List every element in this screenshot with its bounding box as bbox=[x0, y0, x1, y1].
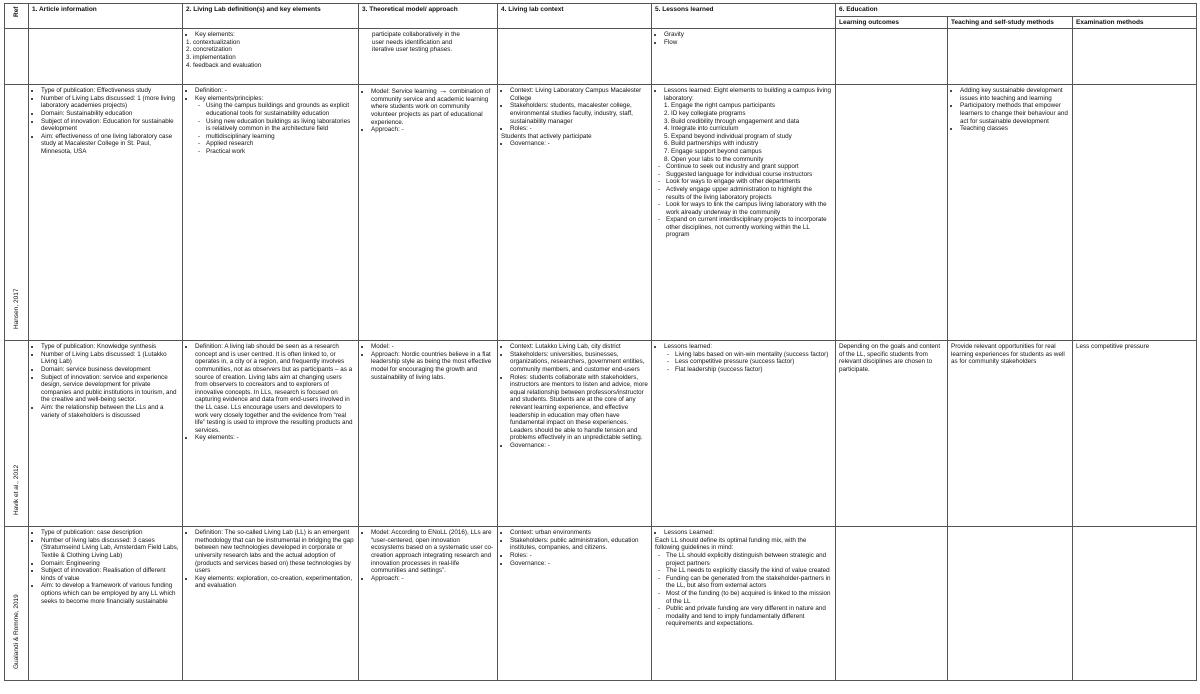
context-cell bbox=[498, 341, 652, 527]
col-header-living-lab-definitions: 2. Living Lab definition(s) and key elements bbox=[183, 4, 359, 29]
list-item: • Lessons Learned: bbox=[664, 529, 832, 537]
article-info-list bbox=[32, 87, 179, 155]
list-item: • Participatory methods that empower learners to change their behaviour and act for sustainable development bbox=[960, 102, 1069, 125]
list-item: - Applied research bbox=[206, 140, 355, 148]
list-item: - Actively engage upper administration to highlight the results of the living laboratory projects bbox=[666, 186, 832, 201]
key-elements-list bbox=[195, 102, 355, 155]
list-item: • Type of publication: Effectiveness study bbox=[41, 87, 179, 95]
numbered-lessons bbox=[655, 102, 832, 163]
teaching-methods-cell bbox=[948, 527, 1073, 681]
context-cell bbox=[498, 29, 652, 85]
list-item: • Stakeholders: public administration, education institutes, companies, and citizens. bbox=[510, 537, 648, 552]
list-item: - multidisciplinary learning bbox=[206, 133, 355, 141]
roles-text: Students that actively participate bbox=[501, 132, 592, 140]
list-item: • Number of Living Labs discussed: 1 (Lutakko Living Lab) bbox=[41, 351, 179, 366]
list-item: • Aim: to develop a framework of various funding options which can be employed by any LL which seeks to become more financially sustainable bbox=[41, 582, 179, 605]
governance-list bbox=[501, 140, 648, 148]
list-item: - Using the campus buildings and grounds as explicit educational tools for sustainability education bbox=[206, 102, 355, 117]
key-elements-list bbox=[186, 31, 355, 39]
examination-methods-cell: Less competitive pressure bbox=[1073, 341, 1197, 527]
teaching-methods-cell: Provide relevant opportunities for real learning experiences for students as well as for community stakeholders bbox=[948, 341, 1073, 527]
lessons-dash-list bbox=[655, 552, 832, 628]
model-list bbox=[362, 343, 494, 381]
lessons-cell bbox=[652, 29, 836, 85]
list-item: • Context: Living Laboratory Campus Macalester College bbox=[510, 87, 648, 102]
theoretical-model-cell bbox=[359, 341, 498, 527]
definition-list bbox=[186, 529, 355, 590]
list-item bbox=[664, 343, 832, 373]
list-item: • Governance: - bbox=[510, 140, 648, 148]
list-item: 7. Engage support beyond campus bbox=[664, 147, 762, 155]
list-item: • Domain: Sustainability education bbox=[41, 110, 179, 118]
list-item: • Subject of innovation: Education for sustainable development bbox=[41, 118, 179, 133]
ref-header-label: Ref bbox=[12, 6, 20, 17]
list-item: • Aim: effectiveness of one living laboratory case study at Macalester College in St. Paul, Minnesota, USA bbox=[41, 133, 179, 156]
list-item: • Aim: the relationship between the LLs and a variety of stakeholders is discussed bbox=[41, 404, 179, 419]
list-item: • Definition: The so-called Living Lab (LL) is an emergent methodology that can be instrumental in bridging the gap between new technologies developed in corporate or university research labs and the actual adoption of (products and services based on) these technologies by users bbox=[195, 529, 355, 575]
context-list bbox=[501, 529, 648, 567]
definition-list bbox=[186, 343, 355, 442]
learning-outcomes-cell bbox=[836, 85, 948, 341]
list-item: • Stakeholders: students, macalester college, environmental studies faculty, industry, staff, sustainability manager bbox=[510, 102, 648, 125]
list-item: • Flow bbox=[664, 39, 832, 47]
lessons-cell bbox=[652, 527, 836, 681]
lessons-list bbox=[655, 87, 832, 102]
list-item: • Key elements: exploration, co-creation, experimentation, and evaluation bbox=[195, 575, 355, 590]
list-item: • Key elements: bbox=[195, 31, 355, 39]
list-item: - Most of the funding (to be) acquired is linked to the mission of the LL bbox=[666, 590, 832, 605]
key-elements-label: Key elements/principles: bbox=[195, 94, 264, 102]
list-item: • Domain: Engineering bbox=[41, 560, 179, 568]
ref-label: Havik et al., 2012 bbox=[12, 464, 20, 515]
list-item: - Using new education buildings as living laboratories is relatively common in the architecture field bbox=[206, 118, 355, 133]
subheader-teaching-methods: Teaching and self-study methods bbox=[948, 16, 1073, 29]
list-item: 8. Open your labs to the community bbox=[664, 155, 764, 163]
list-item: • Gravity bbox=[664, 31, 832, 39]
text-line: iterative user testing phases. bbox=[372, 46, 453, 54]
list-item: - Funding can be generated from the stakeholder-partners in the LL, but also from external actors bbox=[666, 575, 832, 590]
subheader-learning-outcomes: Learning outcomes bbox=[836, 16, 948, 29]
col-header-theoretical-model: 3. Theoretical model/ approach bbox=[359, 4, 498, 29]
lessons-intro-text: Each LL should define its optimal funding mix, with the following guidelines in mind: bbox=[655, 536, 807, 552]
col-header-education: 6. Education bbox=[836, 4, 1197, 17]
context-cell bbox=[498, 85, 652, 341]
ref-cell bbox=[5, 85, 29, 341]
header-row bbox=[5, 4, 1197, 17]
ref-label: Gualandi & Romme, 2019 bbox=[12, 593, 20, 669]
learning-outcomes-cell bbox=[836, 29, 948, 85]
subheader-examination-methods: Examination methods bbox=[1073, 16, 1197, 29]
text-line: participate collaboratively in the bbox=[372, 31, 460, 39]
list-item: 2. ID key collegiate programs bbox=[664, 109, 746, 117]
list-item: - Look for ways to link the campus living laboratory with the work already underway in the community bbox=[666, 201, 832, 216]
article-info-cell bbox=[29, 29, 183, 85]
list-item: • Roles: students collaborate with stakeholders, instructors are mentors to listen and advice, more equal relationship between professors/instructor and students. Students are at the core of any relevant learning experience, and effective leadership in education may often have fundamental impact on these experiences. Leaders should be able to handle tension and problems effectively in an unpredictable setting. bbox=[510, 374, 648, 442]
lessons-list bbox=[655, 343, 832, 373]
list-item: - Look for ways to engage with other departments bbox=[666, 178, 832, 186]
list-item: 2. concretization bbox=[186, 46, 232, 54]
list-item: • Context: urban environments bbox=[510, 529, 648, 537]
ref-header bbox=[5, 4, 29, 29]
theoretical-model-cell bbox=[359, 527, 498, 681]
list-item: • Number of living labs discussed: 3 cases (Stratumseind Living Lab, Amsterdam Field Labs, Textile & Clothing Living Lab) bbox=[41, 537, 179, 560]
list-item: • Governance: - bbox=[510, 442, 648, 450]
list-item: 1. Engage the right campus participants bbox=[664, 102, 775, 110]
list-item: • Definition: - bbox=[195, 87, 355, 95]
list-item: • Subject of innovation: service and experience design, service development for private companies and public institutions in tourism, and the creative and well-being sector. bbox=[41, 374, 179, 404]
teaching-methods-list bbox=[951, 87, 1069, 133]
col-header-article-information: 1. Article information bbox=[29, 4, 183, 29]
text-line: user needs identification and bbox=[372, 38, 453, 46]
list-item: • Roles: - bbox=[510, 125, 648, 133]
document-table-wrapper bbox=[4, 3, 1196, 691]
context-list bbox=[501, 87, 648, 133]
list-item: • Model: - bbox=[371, 343, 494, 351]
definition-list bbox=[186, 87, 355, 155]
teaching-methods-cell bbox=[948, 85, 1073, 341]
list-item: • Subject of innovation: Realisation of different kinds of value bbox=[41, 567, 179, 582]
list-item: • Lessons learned: Eight elements to building a campus living laboratory: bbox=[664, 87, 832, 102]
ref-label: Hansen, 2017 bbox=[12, 288, 20, 329]
list-item: • Context: Lutakko Living Lab, city district bbox=[510, 343, 648, 351]
list-item: • Approach: Nordic countries believe in a flat leadership style as being the most effective model for encouraging the growth and sustainability of living labs. bbox=[371, 351, 494, 381]
article-info-list bbox=[32, 343, 179, 419]
model-list bbox=[362, 529, 494, 582]
definition-cell bbox=[183, 85, 359, 341]
list-item: • Domain: service business development bbox=[41, 366, 179, 374]
list-item: • Approach: - bbox=[371, 126, 494, 134]
list-item: • Stakeholders: universities, businesses, organizations, researchers, government entities, community members, and customer end-users bbox=[510, 351, 648, 374]
list-item: • Type of publication: case description bbox=[41, 529, 179, 537]
ref-cell bbox=[5, 341, 29, 527]
list-item: • Definition: A living lab should be seen as a research concept and is user centred. It is often linked to, or operates in, a city or a region, and frequently involves communities, not as observers but as participants – as a source of creation. Living labs aim at changing users from observers to cocreators and to explorers of innovative concepts. In LLs, research is focused on capturing evidence and data from end-users involved in the LL case. LLs encourage users and developers to work very closely together and the evidence from “real life” testing is used to improve the resulting products and services. bbox=[195, 343, 355, 434]
definition-cell bbox=[183, 29, 359, 85]
list-item: 1. contextualization bbox=[186, 38, 240, 46]
definition-cell bbox=[183, 341, 359, 527]
examination-methods-cell bbox=[1073, 29, 1197, 85]
list-item: • Adding key sustainable development issues into teaching and learning bbox=[960, 87, 1069, 102]
model-text: combination of community service and academic learning where students work on community volunteer projects as part of educational experience. bbox=[371, 88, 491, 126]
list-item: 3. implementation bbox=[186, 53, 236, 61]
list-item bbox=[371, 87, 494, 126]
learning-outcomes-cell: Depending on the goals and content of the LL, specific students from relevant disciplines are chosen to participate. bbox=[836, 341, 948, 527]
list-item: - The LL needs to explicitly classify the kind of value created bbox=[666, 567, 832, 575]
lessons-label: Lessons learned: bbox=[664, 343, 712, 351]
theoretical-model-cell bbox=[359, 85, 498, 341]
list-item: - Practical work bbox=[206, 148, 355, 156]
model-label: Model: Service learning bbox=[371, 88, 437, 96]
ref-cell bbox=[5, 29, 29, 85]
table-row bbox=[5, 341, 1197, 527]
list-item: • Roles: - bbox=[510, 552, 648, 560]
literature-review-table bbox=[4, 3, 1197, 681]
col-header-living-lab-context: 4. Living lab context bbox=[498, 4, 652, 29]
list-item: • Model: According to ENoLL (2016), LLs are “user-centered, open innovation ecosystems based on a systematic user co-creation approach integrating research and innovation processes in real-life communities and settings”. bbox=[371, 529, 494, 575]
article-info-list bbox=[32, 529, 179, 605]
context-list bbox=[501, 343, 648, 449]
model-list bbox=[362, 87, 494, 134]
list-item: - Suggested language for individual course instructors bbox=[666, 171, 832, 179]
lessons-cell bbox=[652, 341, 836, 527]
table-row bbox=[5, 85, 1197, 341]
list-item: - Continue to seek out industry and grant support bbox=[666, 163, 832, 171]
list-item bbox=[195, 95, 355, 156]
list-item: • Type of publication: Knowledge synthesis bbox=[41, 343, 179, 351]
list-item: - Expand on current interdisciplinary projects to incorporate other disciplines, not currently working within the LL program bbox=[666, 216, 832, 239]
list-item: - Flat leadership (success factor) bbox=[675, 366, 832, 374]
list-item: • Key elements: - bbox=[195, 434, 355, 442]
lessons-list bbox=[655, 31, 832, 46]
arrow-right-icon: → bbox=[438, 85, 448, 96]
lessons-list bbox=[655, 529, 832, 537]
list-item: • Number of Living Labs discussed: 1 (more living laboratory academies projects) bbox=[41, 95, 179, 110]
list-item: 3. Build credibility through engagement and data bbox=[664, 117, 800, 125]
list-item: • Governance: - bbox=[510, 560, 648, 568]
list-item: - Less competitive pressure (success factor) bbox=[675, 358, 832, 366]
examination-methods-cell bbox=[1073, 85, 1197, 341]
list-item: 6. Build partnerships with industry bbox=[664, 140, 759, 148]
list-item: 5. Expand beyond individual program of study bbox=[664, 132, 792, 140]
list-item: 4. feedback and evaluation bbox=[186, 61, 262, 69]
list-item: 4. Integrate into curriculum bbox=[664, 125, 739, 133]
list-item: • Approach: - bbox=[371, 575, 494, 583]
article-info-cell bbox=[29, 527, 183, 681]
teaching-methods-cell bbox=[948, 29, 1073, 85]
list-item: - Public and private funding are very different in nature and modality and tend to imply fundamentally different requirements and expectations. bbox=[666, 605, 832, 628]
list-item: - Living labs based on win-win mentality (success factor) bbox=[675, 351, 832, 359]
theoretical-model-cell bbox=[359, 29, 498, 85]
article-info-cell bbox=[29, 85, 183, 341]
context-cell bbox=[498, 527, 652, 681]
table-row bbox=[5, 527, 1197, 681]
lessons-dash-list bbox=[655, 163, 832, 239]
examination-methods-cell bbox=[1073, 527, 1197, 681]
definition-cell bbox=[183, 527, 359, 681]
learning-outcomes-cell bbox=[836, 527, 948, 681]
lessons-cell bbox=[652, 85, 836, 341]
col-header-lessons-learned: 5. Lessons learned bbox=[652, 4, 836, 29]
table-row bbox=[5, 29, 1197, 85]
list-item: - The LL should explicitly distinguish between strategic and project partners bbox=[666, 552, 832, 567]
ref-cell bbox=[5, 527, 29, 681]
lessons-dash-list bbox=[664, 351, 832, 374]
article-info-cell bbox=[29, 341, 183, 527]
list-item: • Teaching classes bbox=[960, 125, 1069, 133]
